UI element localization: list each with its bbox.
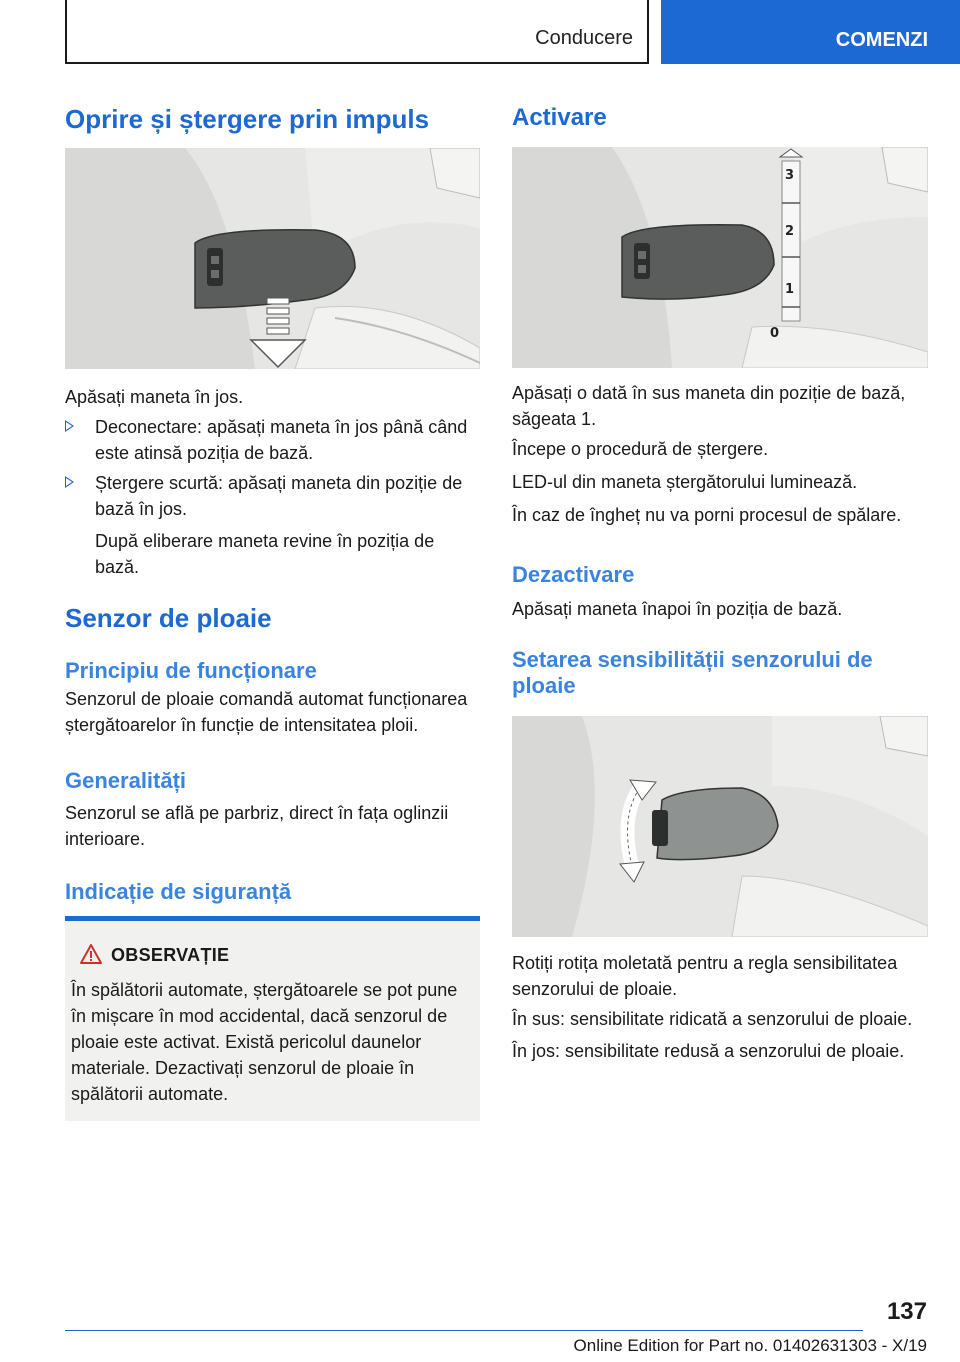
lever-up-figure — [512, 147, 928, 368]
footer-edition: Online Edition for Part no. 01402631303 - X/19 — [573, 1336, 927, 1355]
header-chapter — [661, 0, 960, 64]
deactivation-text: Apăsați maneta înapoi în poziția de bază. — [512, 599, 843, 619]
sensitivity-text-1: Rotiți rotița moletată pentru a regla sensibilitatea senzorului de ploaie. — [512, 953, 898, 999]
warning-box — [65, 921, 480, 1121]
activation-title: Activare — [512, 104, 607, 131]
position-label-3: 3 — [785, 168, 795, 183]
bullet-subtext: După eliberare maneta revine în poziția de bază. — [95, 531, 435, 577]
sensitivity-title: Setarea sensibilității senzorului de ploaie — [512, 647, 873, 698]
activation-text-4: În caz de îngheț nu va porni procesul de spălare. — [512, 505, 902, 525]
position-label-1: 1 — [785, 282, 795, 297]
deactivation-title: Dezactivare — [512, 562, 635, 587]
general-text: Senzorul se află pe parbriz, direct în fața oglinzii interioare. — [65, 803, 449, 849]
sensitivity-text-2: În sus: sensibilitate ridicată a senzorului de ploaie. — [512, 1009, 913, 1029]
triangle-bullet-icon — [65, 420, 74, 432]
page-number: 137 — [886, 1298, 927, 1325]
principle-text: Senzorul de ploaie comandă automat funcționarea ștergătoarelor în funcție de intensitatea ploii. — [65, 689, 468, 735]
impulse-intro: Apăsați maneta în jos. — [65, 387, 244, 407]
principle-title: Principiu de funcționare — [65, 658, 317, 683]
bullet-item-deactivation — [65, 414, 480, 466]
warning-triangle-icon — [79, 943, 103, 965]
footer-rule — [65, 1330, 863, 1331]
bullet-text: Ștergere scurtă: apăsați maneta din poziție de bază în jos. — [95, 473, 463, 519]
header-chapter-label: COMENZI — [835, 29, 928, 51]
position-label-0: 0 — [770, 326, 780, 341]
lever-down-figure — [65, 148, 480, 369]
bullet-text: Deconectare: apăsați maneta în jos până când este atinsă poziția de bază. — [95, 417, 468, 463]
general-title: Generalități — [65, 768, 187, 793]
activation-text-3: LED-ul din maneta ștergătorului luminează. — [512, 472, 858, 492]
bullet-item-short-wipe — [65, 470, 480, 580]
header-section-label: Conducere — [535, 27, 633, 49]
impulse-title: Oprire și ștergere prin impuls — [65, 104, 430, 134]
activation-text-1: Apăsați o dată în sus maneta din poziție de bază, săgeata 1. — [512, 383, 906, 429]
triangle-bullet-icon — [65, 476, 74, 488]
activation-text-2: Începe o procedură de ștergere. — [512, 439, 769, 459]
position-label-2: 2 — [785, 224, 795, 239]
rain-sensor-title: Senzor de ploaie — [65, 603, 272, 633]
warning-label: OBSERVAȚIE — [111, 945, 230, 965]
knurled-wheel-figure — [512, 716, 928, 937]
warning-text: În spălătorii automate, ștergătoarele se pot pune în mișcare în mod accidental, dacă senzorul de ploaie este activat. Există pericolul daunelor materiale. Dezactivați senzorul de ploaie în spălătorii automate. — [71, 980, 458, 1104]
header-section — [65, 0, 649, 64]
sensitivity-text-3: În jos: sensibilitate redusă a senzorului de ploaie. — [512, 1041, 905, 1061]
safety-title: Indicație de siguranță — [65, 879, 292, 904]
